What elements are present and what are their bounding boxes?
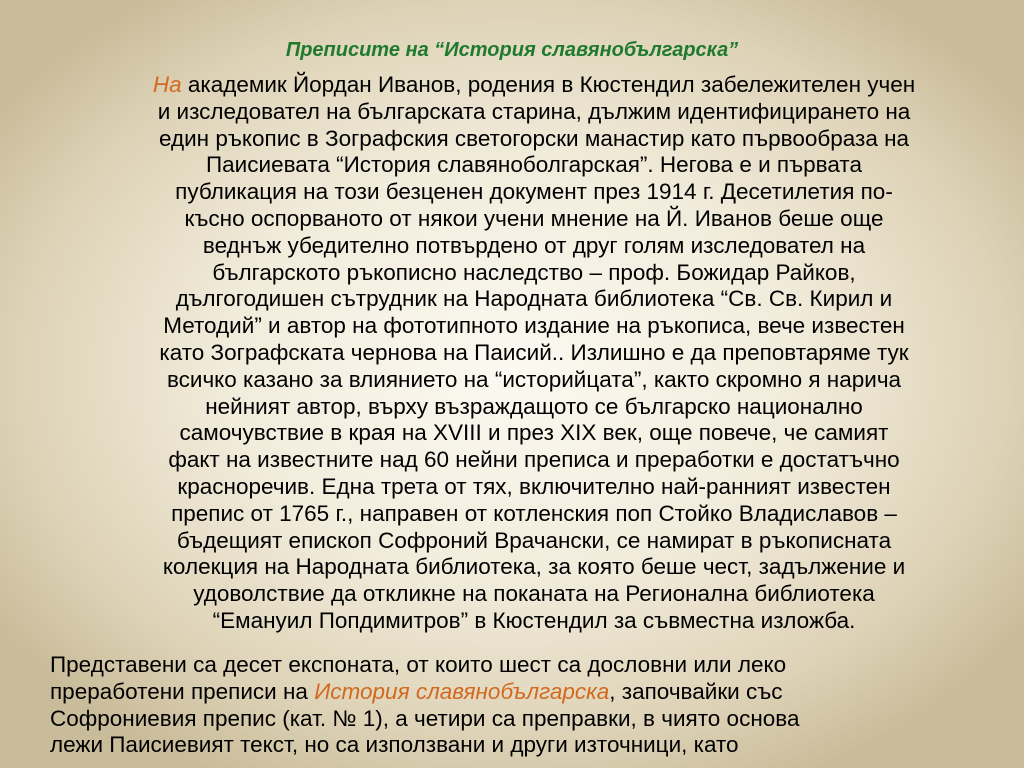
- paragraph-1-line: колекция на Народната библиотека, за която беше чест, задължение и: [162, 554, 906, 580]
- paragraph-1-line: публикация на този безценен документ през 1914 г. Десетилетия по-: [175, 179, 893, 205]
- lead-word: На: [152, 72, 182, 97]
- paragraph-2-line: Представени са десет експоната, от които шест са дословни или леко: [50, 652, 787, 677]
- paragraph-1-line: късно оспорваното от някои учени мнение на Й. Иванов беше още: [184, 205, 884, 231]
- paragraph-1-line: българското ръкописно наследство – проф. Божидар Райков,: [212, 259, 856, 285]
- paragraph-1-line: Паисиевата “История славяноболгарская”. Негова е и първата: [206, 152, 862, 178]
- paragraph-1-line: веднъж убедително потвърдено от друг голям изследовател на: [202, 232, 866, 258]
- paragraph-1-line: като Зографската чернова на Паисий.. Излишно е да преповтаряме тук: [159, 339, 909, 365]
- paragraph-1-line: красноречив. Една трета от тях, включително най-ранният известен: [177, 473, 891, 499]
- paragraph-1-line: На академик Йордан Иванов, родения в Кюстендил забележителен учен: [152, 72, 916, 97]
- paragraph-1-line: факт на известните над 60 нейни преписа и преработки е достатъчно: [168, 447, 900, 473]
- paragraph-1-line: удоволствие да откликне на поканата на Регионална библиотека: [193, 581, 875, 607]
- slide-title: Преписите на “История славянобългарска”: [285, 39, 739, 61]
- paragraph-1: [44, 72, 1024, 635]
- paragraph-2-line: преработени преписи на История славянобългарска, започвайки със: [50, 678, 783, 704]
- paragraph-2-line: лежи Паисиевият текст, но са използвани и други източници, като: [50, 732, 739, 758]
- paragraph-1-line: препис от 1765 г., направен от котленския поп Стойко Владиславов –: [171, 500, 897, 526]
- book-title-highlight: История славянобългарска: [314, 678, 610, 704]
- paragraph-2-line: Софрониевия препис (кат. № 1), а четири са преправки, в чиято основа: [50, 705, 800, 731]
- paragraph-1-line: един ръкопис в Зографския светогорски манастир като първообраза на: [158, 125, 910, 151]
- paragraph-1-line: Методий” и автор на фототипното издание на ръкописа, вече известен: [163, 313, 905, 339]
- paragraph-1-line: нейният автор, върху възраждащото се българско национално: [205, 393, 863, 419]
- paragraph-1-line: бъдещият епископ Софроний Врачански, се намират в ръкописната: [176, 527, 892, 553]
- paragraph-1-line: дългогодишен сътрудник на Народната библиотека “Св. Св. Кирил и: [175, 286, 893, 312]
- paragraph-1-line: и изследовател на българската старина, дължим идентифицирането на: [157, 98, 911, 124]
- paragraph-1-line: “Емануил Попдимитров” в Кюстендил за съвместна изложба.: [212, 607, 856, 633]
- paragraph-1-line: самочувствие в края на XVIII и през XIX век, още повече, че самият: [179, 420, 889, 446]
- paragraph-2: [50, 652, 1020, 759]
- paragraph-1-line: всичко казано за влиянието на “историйцата”, както скромно я нарича: [166, 366, 902, 392]
